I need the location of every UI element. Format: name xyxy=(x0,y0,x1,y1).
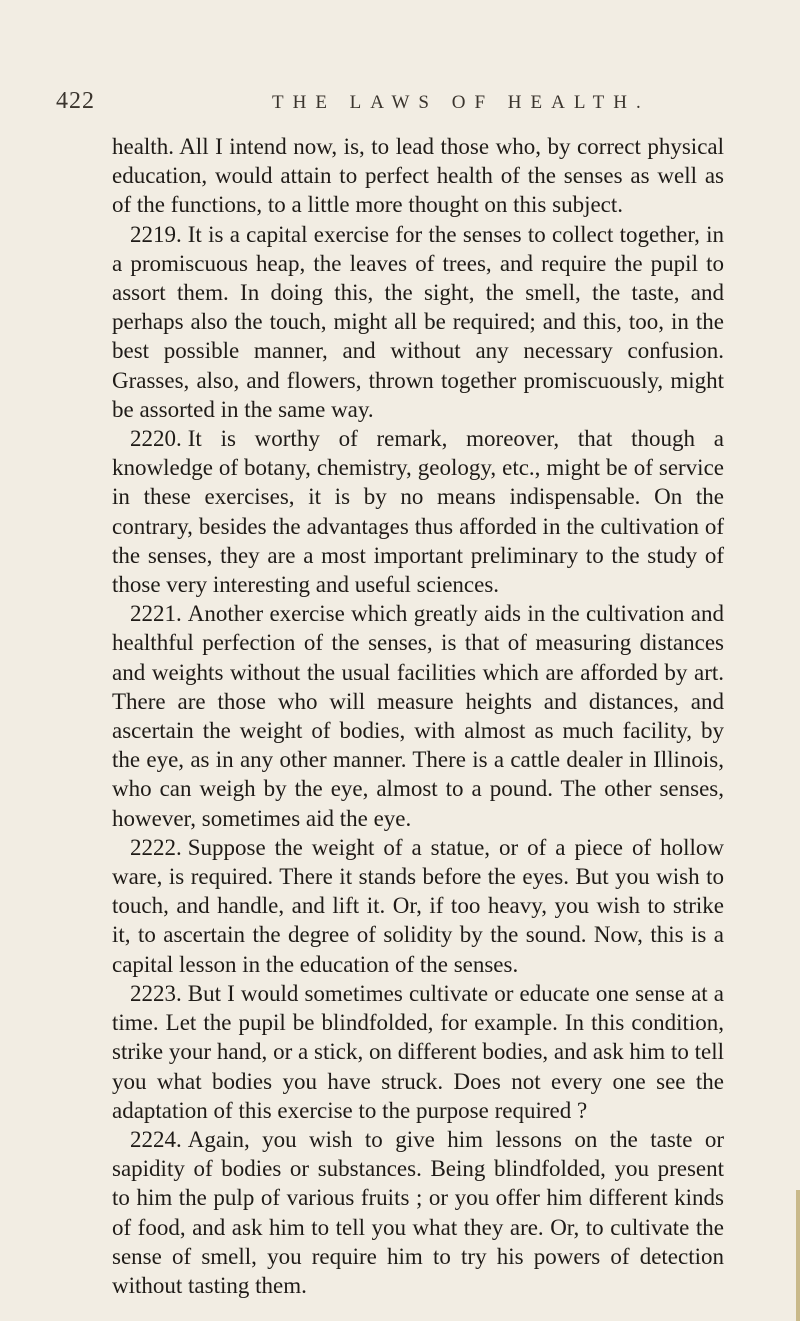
paragraph-text: Again, you wish to give him lessons on the taste or sapidity of bodies or substances. Being blindfolded, you present to him the pulp of various fruits ; or you offer him different kinds of food, and ask him to tell you what they are. Or, to cultivate the sense of smell, you require him to try his powers of detection without tasting them. xyxy=(112,1126,724,1298)
paragraph-2223 xyxy=(112,979,724,1125)
paragraph-number: 2224. xyxy=(130,1126,182,1152)
paragraph-text: But I would sometimes cultivate or educate one sense at a time. Let the pupil be blindfolded, for example. In this condition, strike your hand, or a stick, on different bodies, and ask him to tell you what bodies you have struck. Does not every one see the adaptation of this exercise to the purpose required ? xyxy=(112,980,724,1123)
body-text xyxy=(112,132,724,1300)
paragraph-number: 2219. xyxy=(130,221,182,247)
paragraph-2221 xyxy=(112,599,724,833)
running-title: THE LAWS OF HEALTH. xyxy=(272,92,650,113)
opening-paragraph: health. All I intend now, is, to lead those who, by correct physical education, would attain to perfect health of the senses as well as of the functions, to a little more thought on this subject. xyxy=(112,134,724,218)
paragraph-number: 2221. xyxy=(130,601,182,627)
paragraph-number: 2222. xyxy=(130,834,182,860)
paragraph-2219 xyxy=(112,220,724,424)
paragraph-text: It is a capital exercise for the senses to collect together, in a promiscuous heap, the leaves of trees, and require the pupil to assort them. In doing this, the sight, the smell, the taste, and perhaps also the touch, might all be required; and this, too, in the best possible manner, and without any necessary confusion. Grasses, also, and flowers, thrown together promiscuously, might be assorted in the same way. xyxy=(112,221,724,422)
page-edge-stain xyxy=(796,1190,800,1321)
paragraph-number: 2223. xyxy=(130,980,182,1006)
paragraph-2224 xyxy=(112,1125,724,1300)
paragraph-2222 xyxy=(112,833,724,979)
paragraph-text: It is worthy of remark, moreover, that though a knowledge of botany, chemistry, geology, etc., might be of service in these exercises, it is by no means indispensable. On the contrary, besides the advantages thus afforded in the cultivation of the senses, they are a most important preliminary to the study of those very interesting and useful sciences. xyxy=(112,426,724,598)
paragraph-number: 2220. xyxy=(130,426,182,452)
paragraph-2220 xyxy=(112,424,724,599)
running-head xyxy=(56,88,756,114)
page-number: 422 xyxy=(56,88,95,114)
paragraph-text: Another exercise which greatly aids in the cultivation and healthful perfection of the senses, is that of measuring distances and weights without the usual facilities which are afforded by art. There are those who will measure heights and distances, and ascertain the weight of bodies, with almost as much facility, by the eye, as in any other manner. There is a cattle dealer in Illinois, who can weigh by the eye, almost to a pound. The other senses, however, sometimes aid the eye. xyxy=(112,601,724,831)
paragraph-text: Suppose the weight of a statue, or of a piece of hollow ware, is required. There it stands before the eyes. But you wish to touch, and handle, and lift it. Or, if too heavy, you wish to strike it, to ascertain the degree of solidity by the sound. Now, this is a capital lesson in the education of the senses. xyxy=(112,834,724,977)
